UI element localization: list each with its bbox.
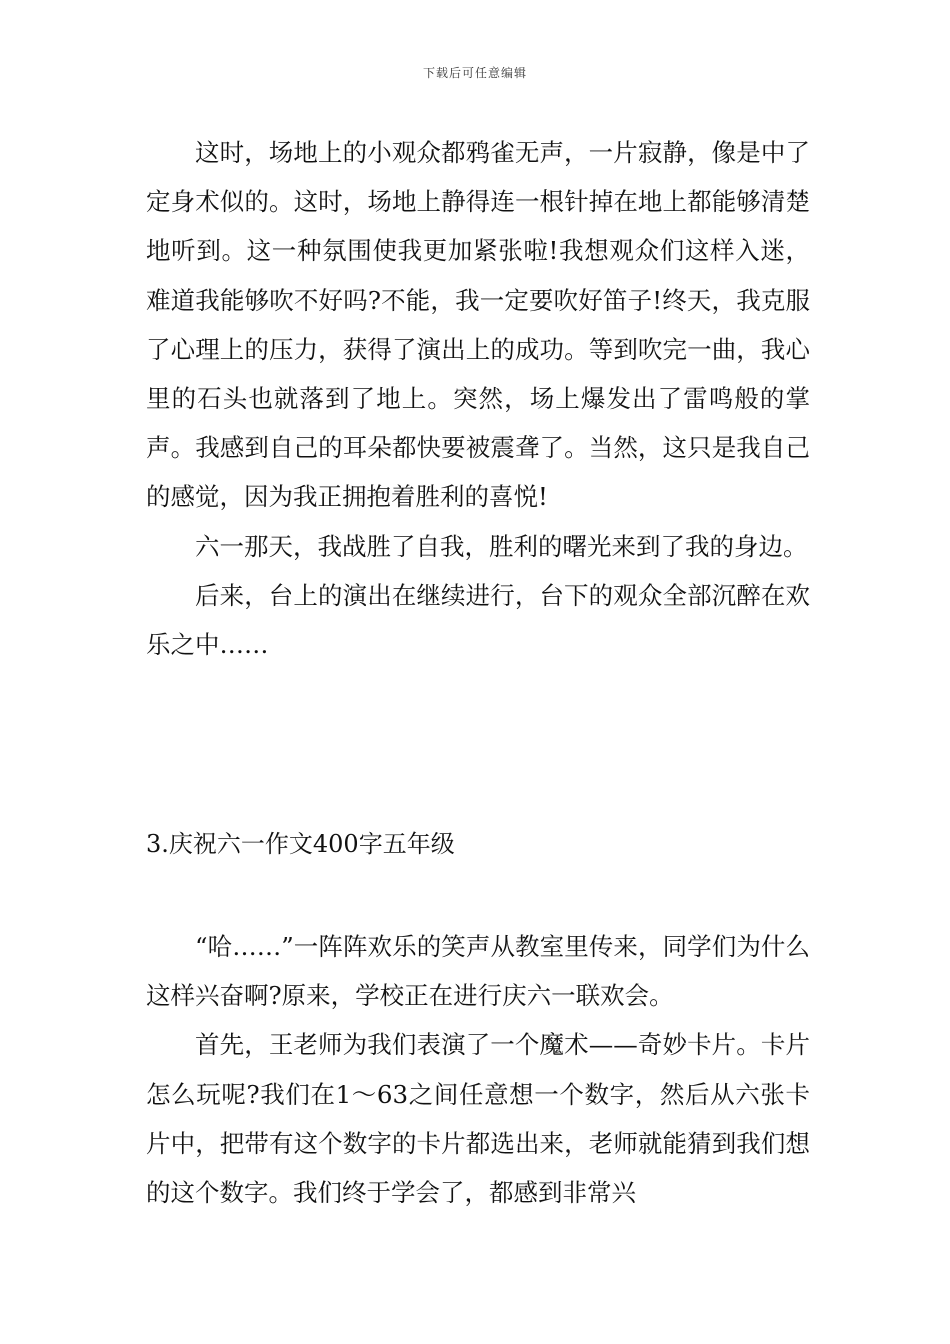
paragraph: 六一那天，我战胜了自我，胜利的曙光来到了我的身边。 [195,531,808,561]
essay-section-b [146,922,810,1217]
paragraph: “哈……”一阵阵欢乐的笑声从教室里传来，同学们为什么这样兴奋啊?原来，学校正在进行庆六一联欢会。 [146,932,810,1011]
paragraph: 首先，王老师为我们表演了一个魔术——奇妙卡片。卡片怎么玩呢?我们在1～63之间任意想一个数字，然后从六张卡片中，把带有这个数字的卡片都选出来，老师就能猜到我们想的这个数字。我们终于学会了，都感到非常兴 [146,1030,810,1208]
paragraph: 这时，场地上的小观众都鸦雀无声，一片寂静，像是中了定身术似的。这时，场地上静得连一根针掉在地上都能够清楚地听到。这一种氛围使我更加紧张啦!我想观众们这样入迷，难道我能够吹不好吗?不能，我一定要吹好笛子!终天，我克服了心理上的压力，获得了演出上的成功。等到吹完一曲，我心里的石头也就落到了地上。突然，场上爆发出了雷鸣般的掌声。我感到自己的耳朵都快要被震聋了。当然，这只是我自己的感觉，因为我正拥抱着胜利的喜悦! [146,138,810,512]
essay-section-a [146,128,810,669]
page-header-note: 下载后可任意编辑 [422,66,527,80]
section-heading: 3.庆祝六一作文400字五年级 [146,830,455,858]
paragraph: 后来，台上的演出在继续进行，台下的观众全部沉醉在欢乐之中…… [146,580,810,660]
